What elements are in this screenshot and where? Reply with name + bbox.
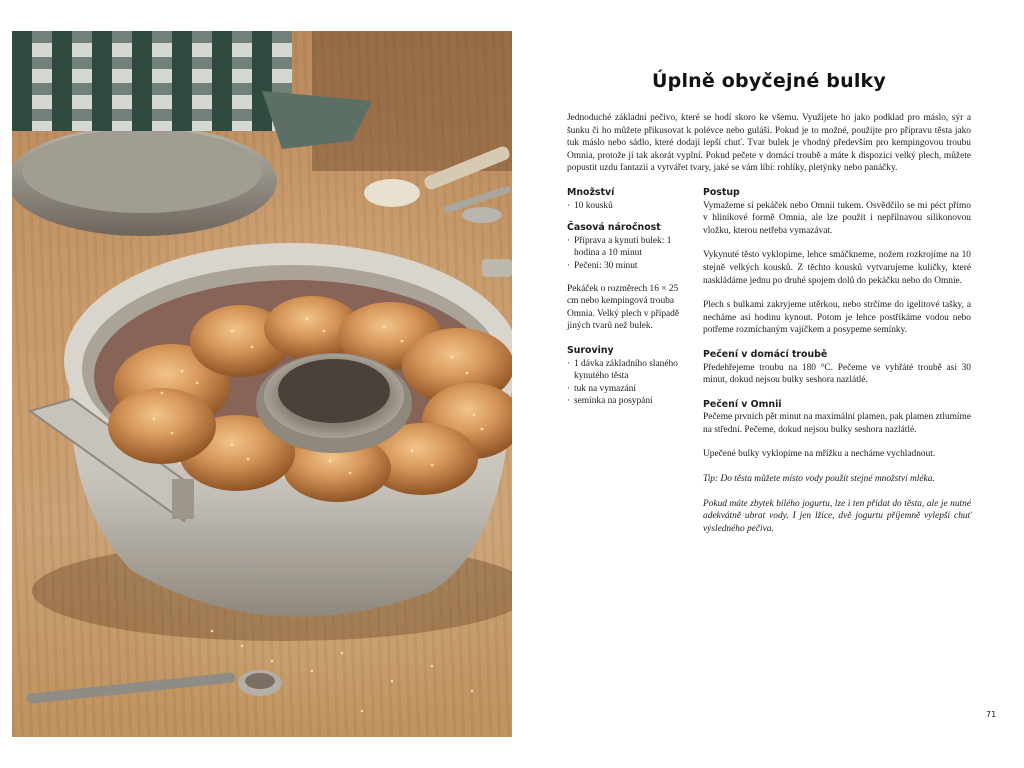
ingredient-item: · tuk na vymazání <box>567 383 691 396</box>
tip-yogurt: Pokud máte zbytek bílého jogurtu, lze i ten přidat do těsta, ale je nutné adekvátně ubrat vody. I jen lžíce, dvě jogurtu příjemně vylepší chuť výsledného pečiva. <box>703 498 971 534</box>
ingredients-heading: Suroviny <box>567 344 614 356</box>
time-heading: Časová náročnost <box>567 222 661 234</box>
ingredient-item: · semínka na posypání <box>567 395 691 408</box>
home-oven-heading: Pečení v domácí troubě <box>703 348 828 360</box>
method-heading: Postup <box>703 186 740 198</box>
page-number: 71 <box>986 710 997 719</box>
recipe-intro: Jednoduché základní pečivo, které se hodí skoro ke všemu. Využijete ho jako podklad pro máslo, sýr a šunku či ho můžete přikusovat k polévce nebo guláši. Pokud je to možné, použijte pro přípravu těsta jako tuk máslo nebo sádlo, které dodají lepší chuť. Tvar bulek je vhodný především pro kempingovou troubu Omnia, protože jí tak akorát vyplní. Pokud pečete v domácí troubě a máte k dispozici velký plech, můžete popustit uzdu fantazii a vytvářet tvary, jaké se vám líbí: rohlíky, pletýnky nebo panáčky. <box>567 113 971 174</box>
method-step: Plech s bulkami zakryjeme utěrkou, nebo strčíme do igelitové tašky, a necháme asi hodinu kynout. Potom je lehce postříkáme vodou nebo potřeme rozmíchaným vajíčkem a posypeme semínky. <box>703 300 971 336</box>
pan-note: Pekáček o rozměrech 16 × 25 cm nebo kempingová trouba Omnia. Velký plech v případě jiných tvarů než bulek. <box>567 283 680 332</box>
time-item: · Příprava a kynutí bulek: 1 hodina a 10 minut <box>567 235 691 260</box>
time-item: · Pečení: 30 minut <box>567 260 691 273</box>
home-oven-text: Předehřejeme troubu na 180 °C. Pečeme ve vyhřáté troubě asi 30 minut, dokud nejsou bulky seshora nazlátlé. <box>703 362 971 386</box>
time-list <box>567 235 691 273</box>
tip-milk: Tip: Do těsta můžete místo vody použít stejné množství mléka. <box>703 474 935 485</box>
method-step: Vykynuté těsto vyklopíme, lehce smáčkneme, nožem rozkrojíme na 10 stejně velkých kousků. Z těchto kousků vytvarujeme kuličky, které naskládáme jednu po druhé spojem dolů do pekáčku nebo do Omnie. <box>703 250 971 286</box>
quantity-heading: Množství <box>567 186 615 198</box>
quantity-list <box>567 200 691 213</box>
ingredient-item: · 1 dávka základního slaného kynutého těsta <box>567 358 691 383</box>
recipe-columns <box>567 187 971 547</box>
quantity-item: · 10 kousků <box>567 200 691 213</box>
recipe-page <box>567 70 971 547</box>
recipe-info-column <box>567 187 703 547</box>
recipe-method-column <box>703 187 971 547</box>
ingredients-list <box>567 358 691 408</box>
method-step: Vymažeme si pekáček nebo Omnii tukem. Osvědčilo se mi péct přímo v hliníkové formě Omnia, ale lze použít i nepřilnavou silikonovou vložku, kterou netřeba vymazávat. <box>703 200 971 236</box>
omnia-text: Pečeme prvních pět minut na maximální plamen, pak plamen ztlumíme na střední. Pečeme, dokud nejsou bulky seshora nazlátlé. <box>703 412 971 435</box>
omnia-heading: Pečení v Omnii <box>703 398 782 410</box>
recipe-title: Úplně obyčejné bulky <box>652 70 886 92</box>
finish-text: Upečené bulky vyklopíme na mřížku a necháme vychladnout. <box>703 449 936 460</box>
bread-rolls-in-omnia-pan-illustration <box>12 31 512 737</box>
recipe-photo <box>12 31 512 737</box>
